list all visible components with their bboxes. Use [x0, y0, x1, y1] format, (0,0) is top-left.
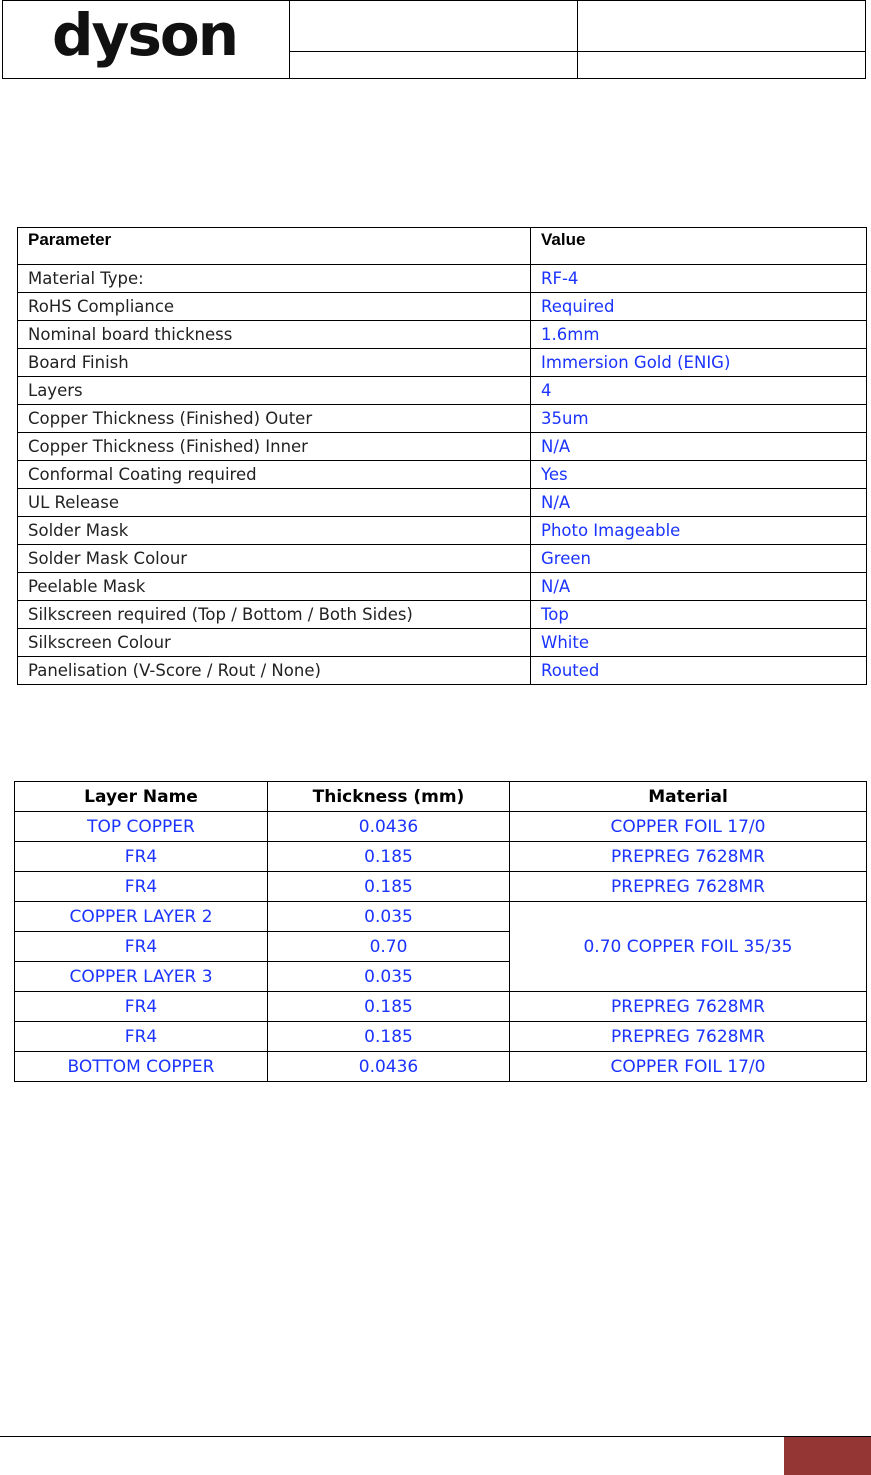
stack-layer-name: FR4 — [15, 992, 268, 1022]
stack-header-material: Material — [510, 782, 867, 812]
stack-thickness: 0.185 — [268, 1022, 510, 1052]
param-name: Silkscreen Colour — [18, 629, 531, 657]
param-name: Solder Mask — [18, 517, 531, 545]
param-value: Yes — [531, 461, 867, 489]
param-value: N/A — [531, 489, 867, 517]
param-header-row — [18, 228, 867, 265]
header-cell-1 — [290, 1, 578, 52]
param-name: Conformal Coating required — [18, 461, 531, 489]
stack-row — [15, 992, 867, 1022]
stack-row — [15, 1022, 867, 1052]
param-row — [18, 433, 867, 461]
param-row — [18, 489, 867, 517]
param-name: Copper Thickness (Finished) Outer — [18, 405, 531, 433]
param-value: White — [531, 629, 867, 657]
stack-material: PREPREG 7628MR — [510, 1022, 867, 1052]
stack-material: PREPREG 7628MR — [510, 842, 867, 872]
stack-header-layer-name: Layer Name — [15, 782, 268, 812]
stack-thickness: 0.185 — [268, 872, 510, 902]
param-row — [18, 377, 867, 405]
param-name: Solder Mask Colour — [18, 545, 531, 573]
param-name: Board Finish — [18, 349, 531, 377]
header-cell-2 — [578, 1, 866, 52]
param-name: Peelable Mask — [18, 573, 531, 601]
param-name: Material Type: — [18, 265, 531, 293]
param-row — [18, 629, 867, 657]
logo-cell — [3, 1, 290, 79]
stack-material: 0.70 COPPER FOIL 35/35 — [510, 902, 867, 992]
param-name: Copper Thickness (Finished) Inner — [18, 433, 531, 461]
stack-row — [15, 902, 867, 932]
stack-row — [15, 812, 867, 842]
header-cell-4 — [578, 52, 866, 79]
param-value: Green — [531, 545, 867, 573]
stack-material: COPPER FOIL 17/0 — [510, 1052, 867, 1082]
stack-material: COPPER FOIL 17/0 — [510, 812, 867, 842]
page-number-tab — [784, 1437, 871, 1475]
param-value: Photo Imageable — [531, 517, 867, 545]
document-header — [2, 0, 866, 79]
stack-thickness: 0.70 — [268, 932, 510, 962]
param-value: Immersion Gold (ENIG) — [531, 349, 867, 377]
footer-rule — [0, 1436, 871, 1437]
param-value: RF-4 — [531, 265, 867, 293]
param-row — [18, 573, 867, 601]
stack-material: PREPREG 7628MR — [510, 872, 867, 902]
param-row — [18, 265, 867, 293]
logo-wordmark: dyson — [52, 4, 237, 69]
param-value: N/A — [531, 573, 867, 601]
param-name: Silkscreen required (Top / Bottom / Both Sides) — [18, 601, 531, 629]
param-row — [18, 601, 867, 629]
stack-row — [15, 872, 867, 902]
param-name: UL Release — [18, 489, 531, 517]
stack-layer-name: FR4 — [15, 842, 268, 872]
stack-layer-name: FR4 — [15, 932, 268, 962]
stack-thickness: 0.035 — [268, 902, 510, 932]
stack-thickness: 0.185 — [268, 992, 510, 1022]
param-value: 4 — [531, 377, 867, 405]
dyson-logo — [46, 5, 246, 75]
stack-body — [15, 812, 867, 1082]
stack-header-thickness: Thickness (mm) — [268, 782, 510, 812]
header-cell-3 — [290, 52, 578, 79]
stack-row — [15, 842, 867, 872]
param-name: Layers — [18, 377, 531, 405]
stack-layer-name: FR4 — [15, 1022, 268, 1052]
param-name: Panelisation (V-Score / Rout / None) — [18, 657, 531, 685]
param-body — [18, 265, 867, 685]
param-header-parameter: Parameter — [18, 228, 531, 265]
stack-header-row — [15, 782, 867, 812]
stack-layer-name: FR4 — [15, 872, 268, 902]
stack-material: PREPREG 7628MR — [510, 992, 867, 1022]
stack-layer-name: COPPER LAYER 2 — [15, 902, 268, 932]
stack-layer-name: TOP COPPER — [15, 812, 268, 842]
param-value: 1.6mm — [531, 321, 867, 349]
stack-thickness: 0.185 — [268, 842, 510, 872]
param-row — [18, 321, 867, 349]
param-value: Top — [531, 601, 867, 629]
param-row — [18, 657, 867, 685]
param-value: N/A — [531, 433, 867, 461]
param-value: Required — [531, 293, 867, 321]
stack-row — [15, 1052, 867, 1082]
param-row — [18, 349, 867, 377]
param-row — [18, 461, 867, 489]
stack-thickness: 0.035 — [268, 962, 510, 992]
param-value: Routed — [531, 657, 867, 685]
board-parameters-table — [17, 227, 867, 685]
param-row — [18, 517, 867, 545]
stack-thickness: 0.0436 — [268, 812, 510, 842]
param-row — [18, 293, 867, 321]
param-name: RoHS Compliance — [18, 293, 531, 321]
param-header-value: Value — [531, 228, 867, 265]
layer-stackup-table — [14, 781, 867, 1082]
param-row — [18, 405, 867, 433]
param-name: Nominal board thickness — [18, 321, 531, 349]
stack-layer-name: COPPER LAYER 3 — [15, 962, 268, 992]
param-row — [18, 545, 867, 573]
stack-thickness: 0.0436 — [268, 1052, 510, 1082]
stack-layer-name: BOTTOM COPPER — [15, 1052, 268, 1082]
param-value: 35um — [531, 405, 867, 433]
